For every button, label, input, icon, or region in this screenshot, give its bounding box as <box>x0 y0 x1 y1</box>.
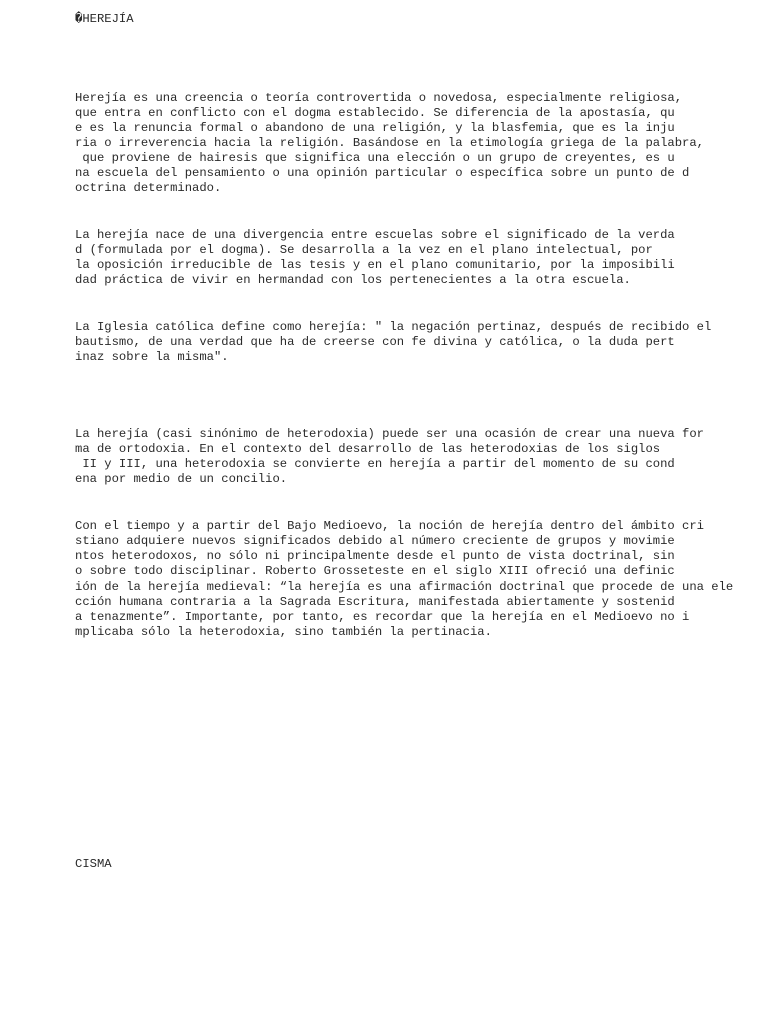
paragraph-2-line: d (formulada por el dogma). Se desarrolla a la vez en el plano intelectual, por <box>75 243 653 257</box>
paragraph-4-line: II y III, una heterodoxia se convierte en herejía a partir del momento de su cond <box>75 457 675 471</box>
paragraph-5-line: o sobre todo disciplinar. Roberto Grosseteste en el siglo XIII ofreció una definic <box>75 564 675 578</box>
paragraph-1-line: e es la renuncia formal o abandono de una religión, y la blasfemia, que es la inju <box>75 121 675 135</box>
page-title: �HEREJÍA <box>75 12 134 26</box>
paragraph-2-line: la oposición irreducible de las tesis y en el plano comunitario, por la imposibili <box>75 258 675 272</box>
paragraph-1-line: na escuela del pensamiento o una opinión particular o específica sobre un punto de d <box>75 166 690 180</box>
paragraph-4-line: La herejía (casi sinónimo de heterodoxia) puede ser una ocasión de crear una nueva for <box>75 427 704 441</box>
paragraph-5-line: cción humana contraria a la Sagrada Escritura, manifestada abiertamente y sostenid <box>75 595 675 609</box>
paragraph-5-line: a tenazmente”. Importante, por tanto, es recordar que la herejía en el Medioevo no i <box>75 610 690 624</box>
paragraph-1-line: que entra en conflicto con el dogma establecido. Se diferencia de la apostasía, qu <box>75 106 675 120</box>
paragraph-1-line: que proviene de hairesis que significa una elección o un grupo de creyentes, es u <box>75 151 675 165</box>
paragraph-5-line: ntos heterodoxos, no sólo ni principalmente desde el punto de vista doctrinal, sin <box>75 549 675 563</box>
paragraph-3-line: bautismo, de una verdad que ha de creerse con fe divina y católica, o la duda pert <box>75 335 675 349</box>
paragraph-4-line: ena por medio de un concilio. <box>75 472 288 486</box>
paragraph-5-line: stiano adquiere nuevos significados debido al número creciente de grupos y movimie <box>75 534 675 548</box>
paragraph-1-line: ria o irreverencia hacia la religión. Basándose en la etimología griega de la palabra, <box>75 136 704 150</box>
paragraph-1-line: Herejía es una creencia o teoría controvertida o novedosa, especialmente religiosa, <box>75 91 683 105</box>
section-heading-cisma: CISMA <box>75 857 112 871</box>
paragraph-2-line: La herejía nace de una divergencia entre escuelas sobre el significado de la verda <box>75 228 675 242</box>
paragraph-3-line: La Iglesia católica define como herejía: " la negación pertinaz, después de recibido el <box>75 320 712 334</box>
paragraph-5-line: ión de la herejía medieval: “la herejía es una afirmación doctrinal que procede de una ele <box>75 580 734 594</box>
paragraph-1-line: octrina determinado. <box>75 181 222 195</box>
paragraph-5-line: Con el tiempo y a partir del Bajo Medioevo, la noción de herejía dentro del ámbito cri <box>75 519 704 533</box>
paragraph-4-line: ma de ortodoxia. En el contexto del desarrollo de las heterodoxias de los siglos <box>75 442 661 456</box>
paragraph-3-line: inaz sobre la misma". <box>75 350 229 364</box>
paragraph-5-line: mplicaba sólo la heterodoxia, sino también la pertinacia. <box>75 625 492 639</box>
paragraph-2-line: dad práctica de vivir en hermandad con los pertenecientes a la otra escuela. <box>75 273 631 287</box>
